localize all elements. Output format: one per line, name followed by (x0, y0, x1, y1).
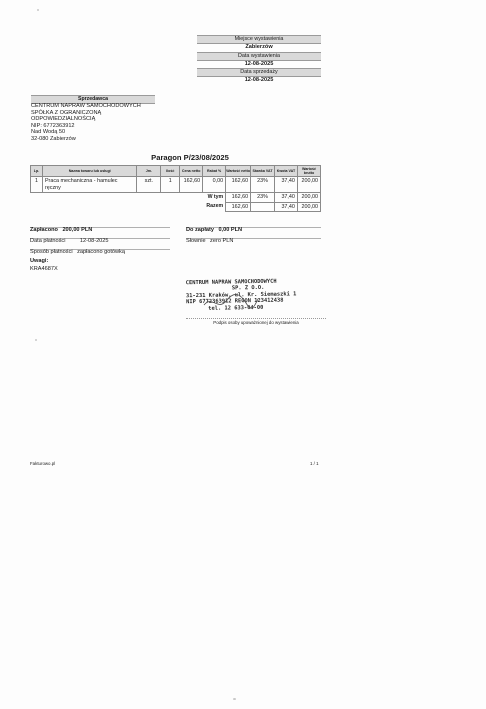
document-title: Paragon P/23/08/2025 (151, 153, 229, 162)
paid-label: Zapłacono (30, 227, 58, 233)
words-line (186, 229, 321, 244)
payment-method-value: zapłacono gotówką (77, 249, 125, 255)
seller-block (31, 103, 171, 143)
wtym-net: 162,60 (226, 193, 251, 202)
items-table (30, 165, 321, 212)
row-name-line1: Praca mechaniczna - hamulec (44, 178, 118, 185)
col-vat-rate: Stawka VAT (251, 166, 275, 177)
row-discount: 0,00 (203, 177, 226, 193)
col-vat-amount: Kwota VAT (274, 166, 297, 177)
payment-date-line (30, 229, 170, 244)
sale-date-value: 12-08-2025 (244, 77, 274, 83)
sale-date-label: Data sprzedaży (197, 68, 321, 77)
due-label: Do zapłaty (186, 227, 214, 233)
row-jm: szt. (137, 177, 161, 193)
table-header-row (31, 166, 321, 177)
seller-name-line3: ODPOWIEDZIALNOŚCIĄ (31, 116, 96, 123)
scan-speck (37, 9, 39, 11)
seller-name-line1: CENTRUM NAPRAW SAMOCHODOWYCH (31, 103, 141, 109)
place-label: Miejsce wystawienia (197, 35, 321, 44)
row-name (42, 177, 136, 193)
issue-date-value: 12-08-2025 (244, 61, 274, 67)
payment-method-line (30, 240, 170, 255)
seller-label: Sprzedawca (31, 95, 155, 104)
notes-value: KRA4687X (30, 266, 58, 272)
wtym-rate: 23% (251, 193, 275, 202)
signature-line (186, 318, 326, 319)
footer-page: 1 / 1 (310, 461, 319, 466)
wtym-vat: 37,40 (274, 193, 297, 202)
razem-vat: 37,40 (274, 202, 297, 211)
footer-software: Fakturowo.pl (30, 461, 56, 466)
place-value: Zabierzów (245, 44, 273, 50)
row-qty: 1 (161, 177, 180, 193)
stamp-line5: tel. 12 633-04-00 (208, 304, 264, 312)
row-gross-value: 200,00 (297, 177, 320, 193)
payment-method-label: Sposób płatności (30, 249, 73, 255)
col-jm: Jm. (137, 166, 161, 177)
stamp-line2: SP. Z O.O. (231, 285, 265, 292)
scan-speck (35, 339, 37, 341)
due-line (186, 218, 321, 233)
row-net-value: 162,60 (226, 177, 251, 193)
payment-date-label: Data płatności (30, 238, 66, 244)
stamp-line4: NIP 6772363912 REGON 123412438 (186, 297, 284, 306)
seller-name-line2: SPÓŁKA Z OGRANICZONĄ (31, 109, 102, 116)
stamp-line3: 31-231 Kraków, ul. Kr. Siemaszki 1 (185, 291, 297, 300)
seller-street: Nad Wodą 50 (31, 129, 66, 136)
row-vat-rate: 23% (251, 177, 275, 193)
seller-nip: NIP: 6772363912 (31, 122, 75, 129)
payment-date-value: 12-08-2025 (79, 238, 109, 244)
paid-line (30, 218, 170, 233)
col-name: Nazwa towaru lub usługi (42, 166, 136, 177)
row-vat-amount: 37,40 (274, 177, 297, 193)
wtym-label: W tym (207, 194, 224, 201)
notes-label: Uwagi: (30, 258, 49, 264)
scan-speck (233, 698, 236, 700)
summary-razem-row (31, 202, 321, 211)
wtym-gross: 200,00 (297, 193, 320, 202)
col-lp: Lp. (31, 166, 43, 177)
row-name-line2: ręczny (44, 184, 61, 191)
row-net-price: 162,60 (180, 177, 203, 193)
row-lp: 1 (31, 177, 43, 193)
due-value: 0,00 PLN (218, 227, 243, 233)
col-gross-value: Wartość brutto (297, 166, 320, 177)
razem-label: Razem (206, 203, 224, 210)
col-net-price: Cena netto (180, 166, 203, 177)
paid-value: 200,00 PLN (62, 227, 93, 233)
words-label: Słownie (186, 238, 206, 244)
razem-gross: 200,00 (297, 202, 320, 211)
words-value: zero PLN (210, 238, 234, 244)
stamp-line1: CENTRUM NAPRAW SAMOCHODOWYCH (185, 278, 277, 287)
seller-city: 32-080 Zabierzów (31, 135, 76, 142)
razem-rate-empty (251, 202, 275, 211)
razem-net: 162,60 (226, 202, 251, 211)
summary-wtym-row (31, 193, 321, 202)
col-qty: Ilość (161, 166, 180, 177)
issue-date-label: Data wystawienia (197, 52, 321, 61)
col-net-value: Wartość netto (226, 166, 251, 177)
table-row (31, 177, 321, 193)
signature-scribble (200, 287, 260, 315)
col-discount: Rabat % (203, 166, 226, 177)
signature-caption: Podpis osoby upoważnionej do wystawienia (213, 320, 299, 325)
